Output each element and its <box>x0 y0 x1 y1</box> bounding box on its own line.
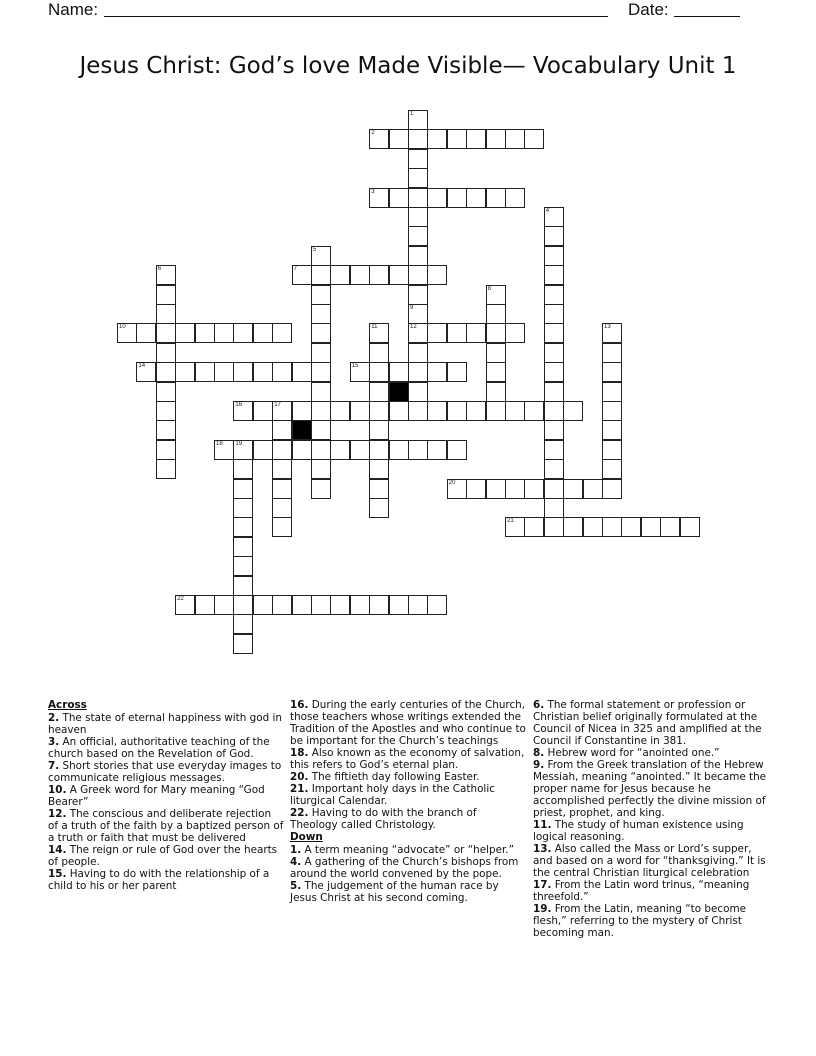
grid-cell[interactable] <box>544 207 564 227</box>
grid-cell[interactable] <box>486 479 506 499</box>
grid-cell[interactable] <box>311 595 331 615</box>
grid-cell[interactable] <box>350 362 370 382</box>
clue-item-number: 6. <box>533 699 545 711</box>
grid-cell[interactable] <box>253 595 273 615</box>
clue-number: 18 <box>216 440 223 447</box>
clue-item-text: The conscious and deliberate rejection of a truth of the faith by a baptized person of a truth or faith that must be delivered <box>48 808 284 844</box>
grid-cell[interactable] <box>233 537 253 557</box>
across-heading: Across <box>48 699 87 711</box>
grid-cell[interactable] <box>311 401 331 421</box>
grid-cell[interactable] <box>408 343 428 363</box>
clue-item-number: 7. <box>48 760 60 772</box>
grid-cell[interactable] <box>272 595 292 615</box>
grid-cell[interactable] <box>408 401 428 421</box>
grid-cell[interactable] <box>447 129 467 149</box>
grid-cell[interactable] <box>602 343 622 363</box>
grid-cell[interactable] <box>524 129 544 149</box>
grid-cell[interactable] <box>253 401 273 421</box>
grid-cell[interactable] <box>311 285 331 305</box>
clue-number: 12 <box>410 324 417 331</box>
grid-cell[interactable] <box>369 401 389 421</box>
clue-item <box>48 736 284 760</box>
grid-cell[interactable] <box>486 362 506 382</box>
clue-item <box>533 759 769 819</box>
grid-cell[interactable] <box>486 382 506 402</box>
grid-cell[interactable] <box>253 362 273 382</box>
grid-cell[interactable] <box>311 246 331 266</box>
grid-cell[interactable] <box>544 401 564 421</box>
clue-item-number: 8. <box>533 747 545 759</box>
clue-item-text: Having to do with the relationship of a child to his or her parent <box>48 868 270 892</box>
grid-cell[interactable] <box>233 479 253 499</box>
clue-item-number: 13. <box>533 843 552 855</box>
clue-number: 19 <box>235 440 243 447</box>
grid-cell[interactable] <box>583 479 603 499</box>
clue-item-text: Having to do with the branch of Theology called Christology. <box>290 807 477 831</box>
grid-cell[interactable] <box>330 440 350 460</box>
grid-cell[interactable] <box>660 517 680 537</box>
clue-item-number: 21. <box>290 783 309 795</box>
clue-item <box>533 819 769 843</box>
grid-cell[interactable] <box>233 401 253 421</box>
grid-cell[interactable] <box>272 498 292 518</box>
clue-item-text: Short stories that use everyday images to communicate religious messages. <box>48 760 282 784</box>
grid-cell[interactable] <box>272 323 292 343</box>
grid-cell[interactable] <box>602 420 622 440</box>
grid-cell[interactable] <box>563 479 583 499</box>
grid-cell[interactable] <box>233 498 253 518</box>
grid-cell[interactable] <box>311 382 331 402</box>
grid-cell[interactable] <box>641 517 661 537</box>
grid-cell[interactable] <box>311 265 331 285</box>
grid-cell[interactable] <box>214 362 234 382</box>
grid-cell[interactable] <box>330 595 350 615</box>
grid-cell[interactable] <box>505 401 525 421</box>
grid-cell[interactable] <box>680 517 700 537</box>
grid-cell[interactable] <box>427 595 447 615</box>
grid-cell[interactable] <box>505 188 525 208</box>
grid-cell[interactable] <box>369 188 389 208</box>
grid-cell[interactable] <box>544 323 564 343</box>
clue-column-2 <box>290 699 526 904</box>
grid-cell[interactable] <box>427 265 447 285</box>
clue-item-number: 2. <box>48 712 60 724</box>
grid-cell[interactable] <box>602 323 622 343</box>
clue-number: 20 <box>448 479 456 486</box>
clue-item <box>48 784 284 808</box>
clue-item <box>533 699 769 747</box>
grid-cell[interactable] <box>486 343 506 363</box>
grid-cell[interactable] <box>369 459 389 479</box>
grid-cell[interactable] <box>408 285 428 305</box>
down-heading: Down <box>290 831 323 843</box>
grid-cell[interactable] <box>175 595 195 615</box>
clue-item-number: 22. <box>290 807 309 819</box>
grid-cell[interactable] <box>505 479 525 499</box>
grid-cell[interactable] <box>544 265 564 285</box>
grid-cell[interactable] <box>156 323 176 343</box>
clue-item <box>290 880 526 904</box>
grid-cell[interactable] <box>292 595 312 615</box>
grid-cell[interactable] <box>369 129 389 149</box>
grid-cell[interactable] <box>602 440 622 460</box>
clue-item <box>533 747 769 759</box>
grid-cell[interactable] <box>156 382 176 402</box>
clue-number: 9 <box>410 305 414 311</box>
grid-cell[interactable] <box>544 479 564 499</box>
grid-cell[interactable] <box>369 420 389 440</box>
grid-cell[interactable] <box>389 129 409 149</box>
grid-cell[interactable] <box>447 401 467 421</box>
grid-cell[interactable] <box>408 110 428 130</box>
grid-cell[interactable] <box>389 595 409 615</box>
grid-cell[interactable] <box>447 323 467 343</box>
grid-cell[interactable] <box>233 556 253 576</box>
grid-cell[interactable] <box>233 362 253 382</box>
grid-cell[interactable] <box>408 323 428 343</box>
clue-item-text: Important holy days in the Catholic liturgical Calendar. <box>290 783 495 807</box>
grid-cell[interactable] <box>311 440 331 460</box>
clue-item-number: 11. <box>533 819 552 831</box>
grid-cell[interactable] <box>311 323 331 343</box>
grid-cell[interactable] <box>408 129 428 149</box>
clue-item-number: 1. <box>290 844 302 856</box>
grid-cell[interactable] <box>156 459 176 479</box>
grid-cell[interactable] <box>195 362 215 382</box>
clue-item-number: 10. <box>48 784 67 796</box>
clue-number: 10 <box>119 324 126 331</box>
grid-cell[interactable] <box>408 149 428 169</box>
grid-cell[interactable] <box>408 595 428 615</box>
clue-item-number: 15. <box>48 868 67 880</box>
grid-cell[interactable] <box>350 440 370 460</box>
clue-number: 22 <box>177 596 184 602</box>
clue-item <box>48 760 284 784</box>
grid-cell[interactable] <box>136 323 156 343</box>
grid-cell[interactable] <box>117 323 137 343</box>
clue-item-number: 12. <box>48 808 67 820</box>
name-label: Name: <box>48 0 99 19</box>
clue-item-text: The fiftieth day following Easter. <box>311 771 480 783</box>
grid-cell[interactable] <box>544 304 564 324</box>
blocked-cell <box>292 420 312 440</box>
grid-cell[interactable] <box>466 129 486 149</box>
grid-cell[interactable] <box>408 246 428 266</box>
grid-cell[interactable] <box>156 440 176 460</box>
grid-cell[interactable] <box>369 323 389 343</box>
clue-item <box>48 712 284 736</box>
grid-cell[interactable] <box>389 362 409 382</box>
grid-cell[interactable] <box>156 304 176 324</box>
grid-cell[interactable] <box>486 304 506 324</box>
clue-number: 7 <box>293 266 297 273</box>
clue-item-number: 20. <box>290 771 309 783</box>
grid-cell[interactable] <box>214 440 234 460</box>
grid-cell[interactable] <box>602 382 622 402</box>
clue-item-text: During the early centuries of the Church, those teachers whose writings extended the Tradition of the Apostles and who continue to be important for the Church’s teachings <box>290 699 526 747</box>
clue-item-text: The formal statement or profession or Christian belief originally formulated at the Council of Nicea in 325 and amplified at the Council if Constantine in 381. <box>533 699 762 747</box>
grid-cell[interactable] <box>195 323 215 343</box>
grid-cell[interactable] <box>233 614 253 634</box>
clue-item <box>533 843 769 879</box>
grid-cell[interactable] <box>272 517 292 537</box>
clue-number: 5 <box>313 246 317 253</box>
clue-item-text: From the Greek translation of the Hebrew Messiah, meaning “anointed.” It became the proper name for Jesus because he accomplished perfectly the divine mission of priest, prophet, and king. <box>533 759 767 819</box>
grid-cell[interactable] <box>389 188 409 208</box>
grid-cell[interactable] <box>389 401 409 421</box>
grid-cell[interactable] <box>544 517 564 537</box>
grid-cell[interactable] <box>272 401 292 421</box>
grid-cell[interactable] <box>292 440 312 460</box>
clue-item-text: From the Latin, meaning “to become flesh,” referring to the mystery of Christ becoming man. <box>533 903 746 939</box>
grid-cell[interactable] <box>136 362 156 382</box>
grid-cell[interactable] <box>544 285 564 305</box>
grid-cell[interactable] <box>369 498 389 518</box>
grid-cell[interactable] <box>602 401 622 421</box>
grid-cell[interactable] <box>427 188 447 208</box>
grid-cell[interactable] <box>311 343 331 363</box>
grid-cell[interactable] <box>408 304 428 324</box>
clue-number: 16 <box>235 402 243 408</box>
grid-cell[interactable] <box>233 517 253 537</box>
grid-cell[interactable] <box>408 188 428 208</box>
grid-cell[interactable] <box>486 188 506 208</box>
grid-cell[interactable] <box>524 401 544 421</box>
clue-item <box>533 879 769 903</box>
grid-cell[interactable] <box>544 226 564 246</box>
grid-cell[interactable] <box>505 323 525 343</box>
grid-cell[interactable] <box>486 323 506 343</box>
grid-cell[interactable] <box>272 459 292 479</box>
grid-cell[interactable] <box>292 362 312 382</box>
clue-item <box>290 844 526 856</box>
grid-cell[interactable] <box>369 440 389 460</box>
grid-cell[interactable] <box>544 246 564 266</box>
grid-cell[interactable] <box>602 362 622 382</box>
grid-cell[interactable] <box>272 440 292 460</box>
clue-item <box>290 747 526 771</box>
grid-cell[interactable] <box>544 382 564 402</box>
clue-item <box>290 807 526 831</box>
grid-cell[interactable] <box>447 362 467 382</box>
clue-item-text: The state of eternal happiness with god in heaven <box>48 712 282 736</box>
grid-cell[interactable] <box>330 401 350 421</box>
grid-cell[interactable] <box>466 188 486 208</box>
grid-cell[interactable] <box>427 362 447 382</box>
grid-cell[interactable] <box>466 479 486 499</box>
grid-cell[interactable] <box>602 459 622 479</box>
clue-item-number: 16. <box>290 699 309 711</box>
clue-item <box>290 699 526 747</box>
clue-item-text: From the Latin word trinus, “meaning threefold.” <box>533 879 750 903</box>
clue-item-text: A gathering of the Church’s bishops from around the world convened by the pope. <box>290 856 519 880</box>
clue-number: 6 <box>157 266 162 273</box>
grid-cell[interactable] <box>563 517 583 537</box>
clue-number: 8 <box>487 285 491 292</box>
grid-cell[interactable] <box>486 401 506 421</box>
grid-cell[interactable] <box>369 265 389 285</box>
grid-cell[interactable] <box>156 265 176 285</box>
grid-cell[interactable] <box>621 517 641 537</box>
clue-number: 15 <box>351 363 359 370</box>
grid-cell[interactable] <box>156 362 176 382</box>
grid-cell[interactable] <box>156 285 176 305</box>
clue-number: 1 <box>410 111 414 117</box>
clue-item-text: An official, authoritative teaching of the church based on the Revelation of God. <box>48 736 270 760</box>
date-label: Date: <box>628 0 669 19</box>
grid-cell[interactable] <box>602 517 622 537</box>
blocked-cell <box>389 382 409 402</box>
grid-cell[interactable] <box>330 265 350 285</box>
grid-cell[interactable] <box>214 323 234 343</box>
grid-cell[interactable] <box>214 595 234 615</box>
grid-cell[interactable] <box>233 595 253 615</box>
grid-cell[interactable] <box>369 479 389 499</box>
clue-column-1 <box>48 699 284 892</box>
clue-item-number: 4. <box>290 856 302 868</box>
clue-number: 2 <box>371 130 375 137</box>
grid-cell[interactable] <box>156 401 176 421</box>
grid-cell[interactable] <box>505 517 525 537</box>
grid-cell[interactable] <box>408 362 428 382</box>
grid-cell[interactable] <box>447 479 467 499</box>
grid-cell[interactable] <box>427 440 447 460</box>
clue-number: 3 <box>371 188 375 195</box>
grid-cell[interactable] <box>583 517 603 537</box>
grid-cell[interactable] <box>272 479 292 499</box>
clue-number: 4 <box>545 208 550 214</box>
clue-item <box>290 856 526 880</box>
clue-item-number: 9. <box>533 759 545 771</box>
grid-cell[interactable] <box>486 129 506 149</box>
grid-cell[interactable] <box>292 265 312 285</box>
grid-cell[interactable] <box>272 420 292 440</box>
grid-cell[interactable] <box>524 517 544 537</box>
grid-cell[interactable] <box>544 343 564 363</box>
clue-item-text: Hebrew word for “anointed one.” <box>547 747 720 759</box>
clue-item-text: Also called the Mass or Lord’s supper, and based on a word for “thanksgiving.” It is the central Christian liturgical celebration <box>533 843 766 879</box>
grid-cell[interactable] <box>544 420 564 440</box>
grid-cell[interactable] <box>253 323 273 343</box>
grid-cell[interactable] <box>233 323 253 343</box>
grid-cell[interactable] <box>486 285 506 305</box>
clue-item-text: A Greek word for Mary meaning “God Bearer” <box>48 784 265 808</box>
clue-number: 13 <box>604 324 611 331</box>
grid-cell[interactable] <box>408 226 428 246</box>
clue-item-text: A term meaning “advocate” or “helper.” <box>304 844 514 856</box>
grid-cell[interactable] <box>311 304 331 324</box>
clue-item <box>48 868 284 892</box>
grid-cell[interactable] <box>350 401 370 421</box>
grid-cell[interactable] <box>233 440 253 460</box>
grid-cell[interactable] <box>544 459 564 479</box>
grid-cell[interactable] <box>466 323 486 343</box>
grid-cell[interactable] <box>544 440 564 460</box>
grid-cell[interactable] <box>233 634 253 654</box>
grid-cell[interactable] <box>408 168 428 188</box>
grid-cell[interactable] <box>369 382 389 402</box>
grid-cell[interactable] <box>350 265 370 285</box>
grid-cell[interactable] <box>233 459 253 479</box>
grid-cell[interactable] <box>427 323 447 343</box>
grid-cell[interactable] <box>389 265 409 285</box>
clue-number: 21 <box>507 518 514 525</box>
grid-cell[interactable] <box>447 188 467 208</box>
grid-cell[interactable] <box>544 498 564 518</box>
grid-cell[interactable] <box>427 401 447 421</box>
clue-item <box>290 783 526 807</box>
page-title: Jesus Christ: God’s love Made Visible— Vocabulary Unit 1 <box>79 53 737 79</box>
grid-cell[interactable] <box>369 362 389 382</box>
grid-cell[interactable] <box>427 129 447 149</box>
grid-cell[interactable] <box>175 362 195 382</box>
grid-cell[interactable] <box>389 440 409 460</box>
clue-item-number: 14. <box>48 844 67 856</box>
clue-item-number: 18. <box>290 747 309 759</box>
grid-cell[interactable] <box>195 595 215 615</box>
grid-cell[interactable] <box>311 420 331 440</box>
grid-cell[interactable] <box>311 362 331 382</box>
grid-cell[interactable] <box>156 420 176 440</box>
grid-cell[interactable] <box>369 595 389 615</box>
clue-item-number: 5. <box>290 880 302 892</box>
grid-cell[interactable] <box>311 459 331 479</box>
clue-item-text: Also known as the economy of salvation, this refers to God’s eternal plan. <box>290 747 525 771</box>
grid-cell[interactable] <box>156 343 176 363</box>
clue-item-text: The study of human existence using logical reasoning. <box>533 819 744 843</box>
clue-number: 17 <box>274 402 281 408</box>
grid-cell[interactable] <box>292 401 312 421</box>
grid-cell[interactable] <box>408 440 428 460</box>
grid-cell[interactable] <box>408 265 428 285</box>
grid-cell[interactable] <box>602 479 622 499</box>
grid-cell[interactable] <box>563 401 583 421</box>
grid-cell[interactable] <box>524 479 544 499</box>
clue-item-number: 3. <box>48 736 60 748</box>
clue-number: 14 <box>138 363 146 370</box>
clue-item-number: 17. <box>533 879 552 891</box>
clue-item <box>48 808 284 844</box>
clue-item-text: The judgement of the human race by Jesus Christ at his second coming. <box>290 880 499 904</box>
grid-cell[interactable] <box>408 382 428 402</box>
grid-cell[interactable] <box>233 576 253 596</box>
grid-cell[interactable] <box>447 440 467 460</box>
clue-item-number: 19. <box>533 903 552 915</box>
grid-cell[interactable] <box>175 323 195 343</box>
grid-cell[interactable] <box>544 362 564 382</box>
clue-item <box>533 903 769 939</box>
grid-cell[interactable] <box>350 595 370 615</box>
clue-item <box>290 771 526 783</box>
grid-cell[interactable] <box>253 440 273 460</box>
grid-cell[interactable] <box>272 362 292 382</box>
clue-number: 11 <box>371 324 378 331</box>
grid-cell[interactable] <box>369 343 389 363</box>
clue-item <box>48 844 284 868</box>
grid-cell[interactable] <box>311 479 331 499</box>
clue-column-3 <box>533 699 769 939</box>
grid-cell[interactable] <box>505 129 525 149</box>
grid-cell[interactable] <box>408 207 428 227</box>
grid-cell[interactable] <box>466 401 486 421</box>
clue-item-text: The reign or rule of God over the hearts of people. <box>48 844 278 868</box>
